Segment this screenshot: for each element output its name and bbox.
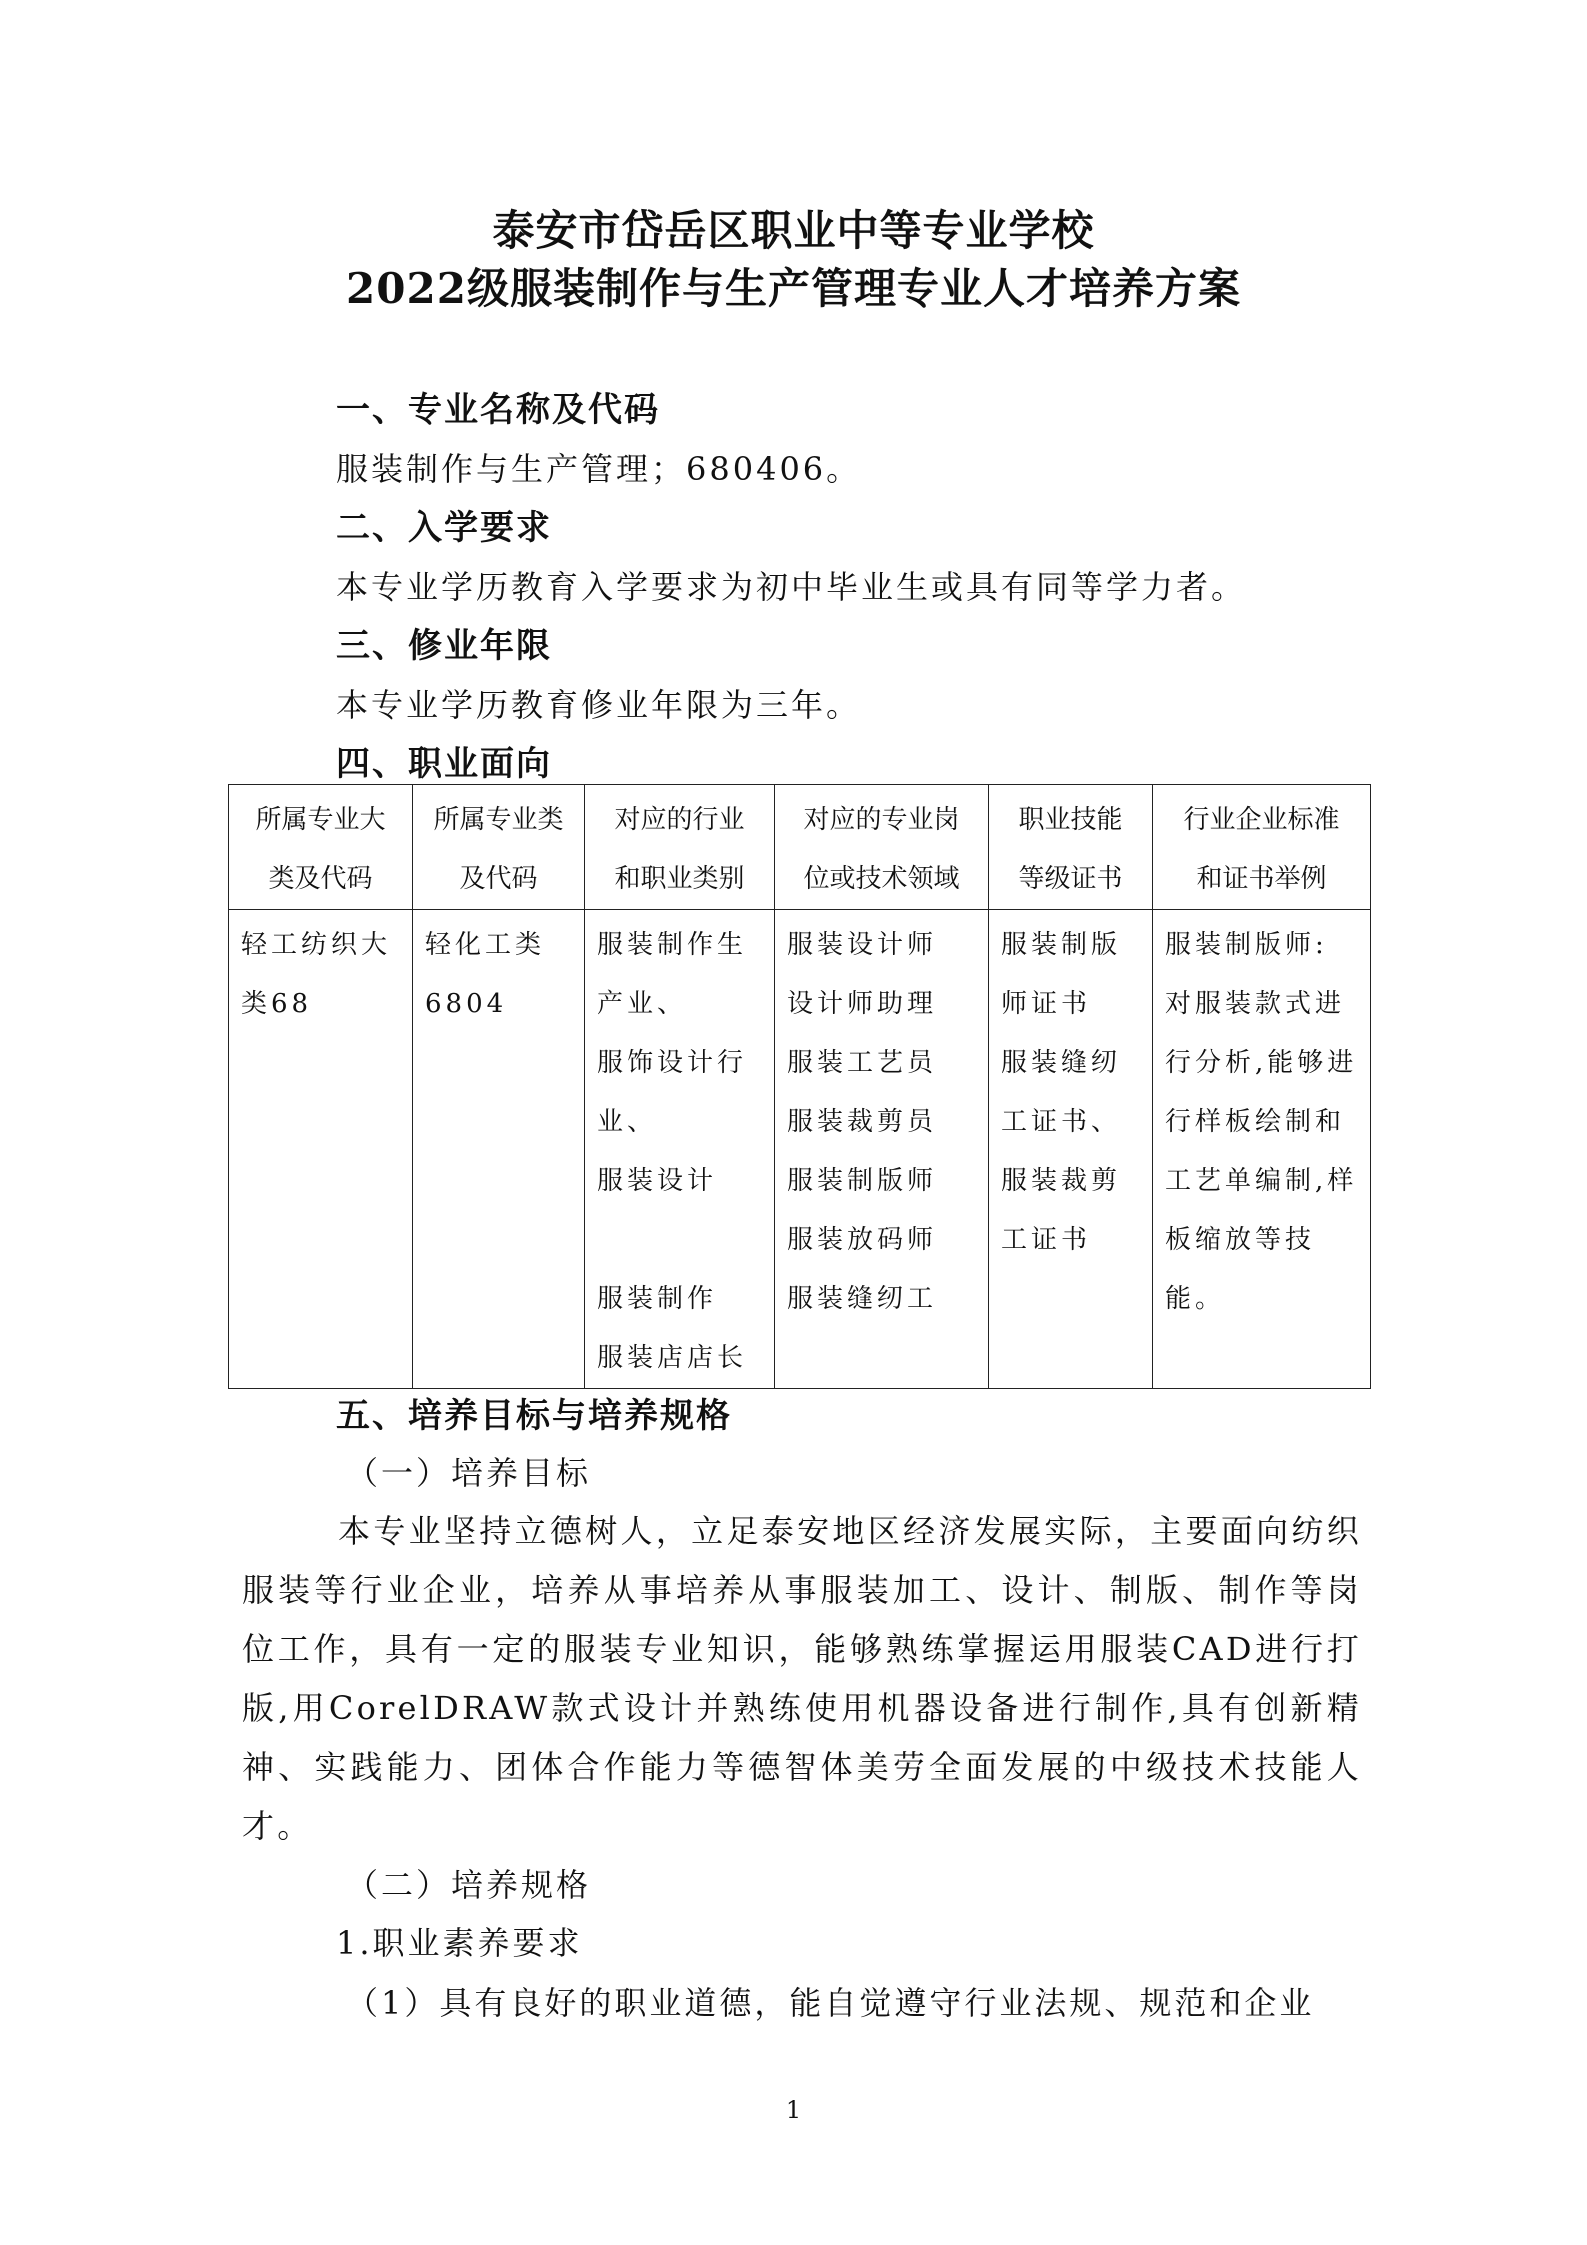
- table-cell: 轻化工类 6804: [413, 910, 585, 1389]
- table-header-cell: 所属专业大 类及代码: [229, 785, 413, 910]
- table-cell: 服装制作生 产业、 服饰设计行 业、 服装设计 服装制作 服装店店长: [585, 910, 775, 1389]
- table-header-cell: 对应的行业 和职业类别: [585, 785, 775, 910]
- page-number: 1: [785, 2096, 802, 2124]
- section1-text: 服装制作与生产管理；680406。: [336, 450, 862, 488]
- table-cell: 服装制版师: 对服装款式进 行分析,能够进 行样板绘制和 工艺单编制,样 板缩放等技能。: [1153, 910, 1371, 1389]
- document-title-line2: 2022级服装制作与生产管理专业人才培养方案: [346, 264, 1241, 313]
- spec-item-professional-quality: 1.职业素养要求: [336, 1924, 583, 1962]
- section4-heading: 四、职业面向: [336, 744, 552, 784]
- section5-subheading-spec: （二）培养规格: [346, 1866, 592, 1904]
- document-title-line1: 泰安市岱岳区职业中等专业学校: [492, 206, 1095, 255]
- section5-goal-paragraph: 本专业坚持立德树人，立足泰安地区经济发展实际，主要面向纺织服装等行业企业，培养从事培养从事服装加工、设计、制版、制作等岗位工作，具有一定的服装专业知识，能够熟练掌握运用服装CAD进行打版,用CorelDRAW款式设计并熟练使用机器设备进行制作,具有创新精神、实践能力、团体合作能力等德智体美劳全面发展的中级技术技能人才。: [242, 1512, 1362, 1845]
- section5-heading: 五、培养目标与培养规格: [336, 1396, 732, 1436]
- section3-heading: 三、修业年限: [336, 626, 552, 666]
- table-cell: 服装制版 师证书 服装缝纫 工证书、 服装裁剪 工证书: [989, 910, 1153, 1389]
- section5-subheading-goal: （一）培养目标: [346, 1454, 592, 1492]
- spec-item-1-1: （1）具有良好的职业道德，能自觉遵守行业法规、规范和企业: [346, 1984, 1315, 2022]
- table-header-cell: 所属专业类 及代码: [413, 785, 585, 910]
- table-row: [229, 910, 1371, 1389]
- section2-text: 本专业学历教育入学要求为初中毕业生或具有同等学力者。: [336, 568, 1247, 606]
- table-header-cell: 对应的专业岗 位或技术领域: [775, 785, 989, 910]
- table-header-row: [229, 785, 1371, 910]
- table-cell: 服装设计师 设计师助理 服装工艺员 服装裁剪员 服装制版师 服装放码师 服装缝纫工: [775, 910, 989, 1389]
- table-header-cell: 行业企业标准 和证书举例: [1153, 785, 1371, 910]
- section1-heading: 一、专业名称及代码: [336, 390, 660, 430]
- section2-heading: 二、入学要求: [336, 508, 552, 548]
- section3-text: 本专业学历教育修业年限为三年。: [336, 686, 862, 724]
- table-cell: 轻工纺织大 类68: [229, 910, 413, 1389]
- table-header-cell: 职业技能 等级证书: [989, 785, 1153, 910]
- occupation-table: [228, 784, 1371, 1389]
